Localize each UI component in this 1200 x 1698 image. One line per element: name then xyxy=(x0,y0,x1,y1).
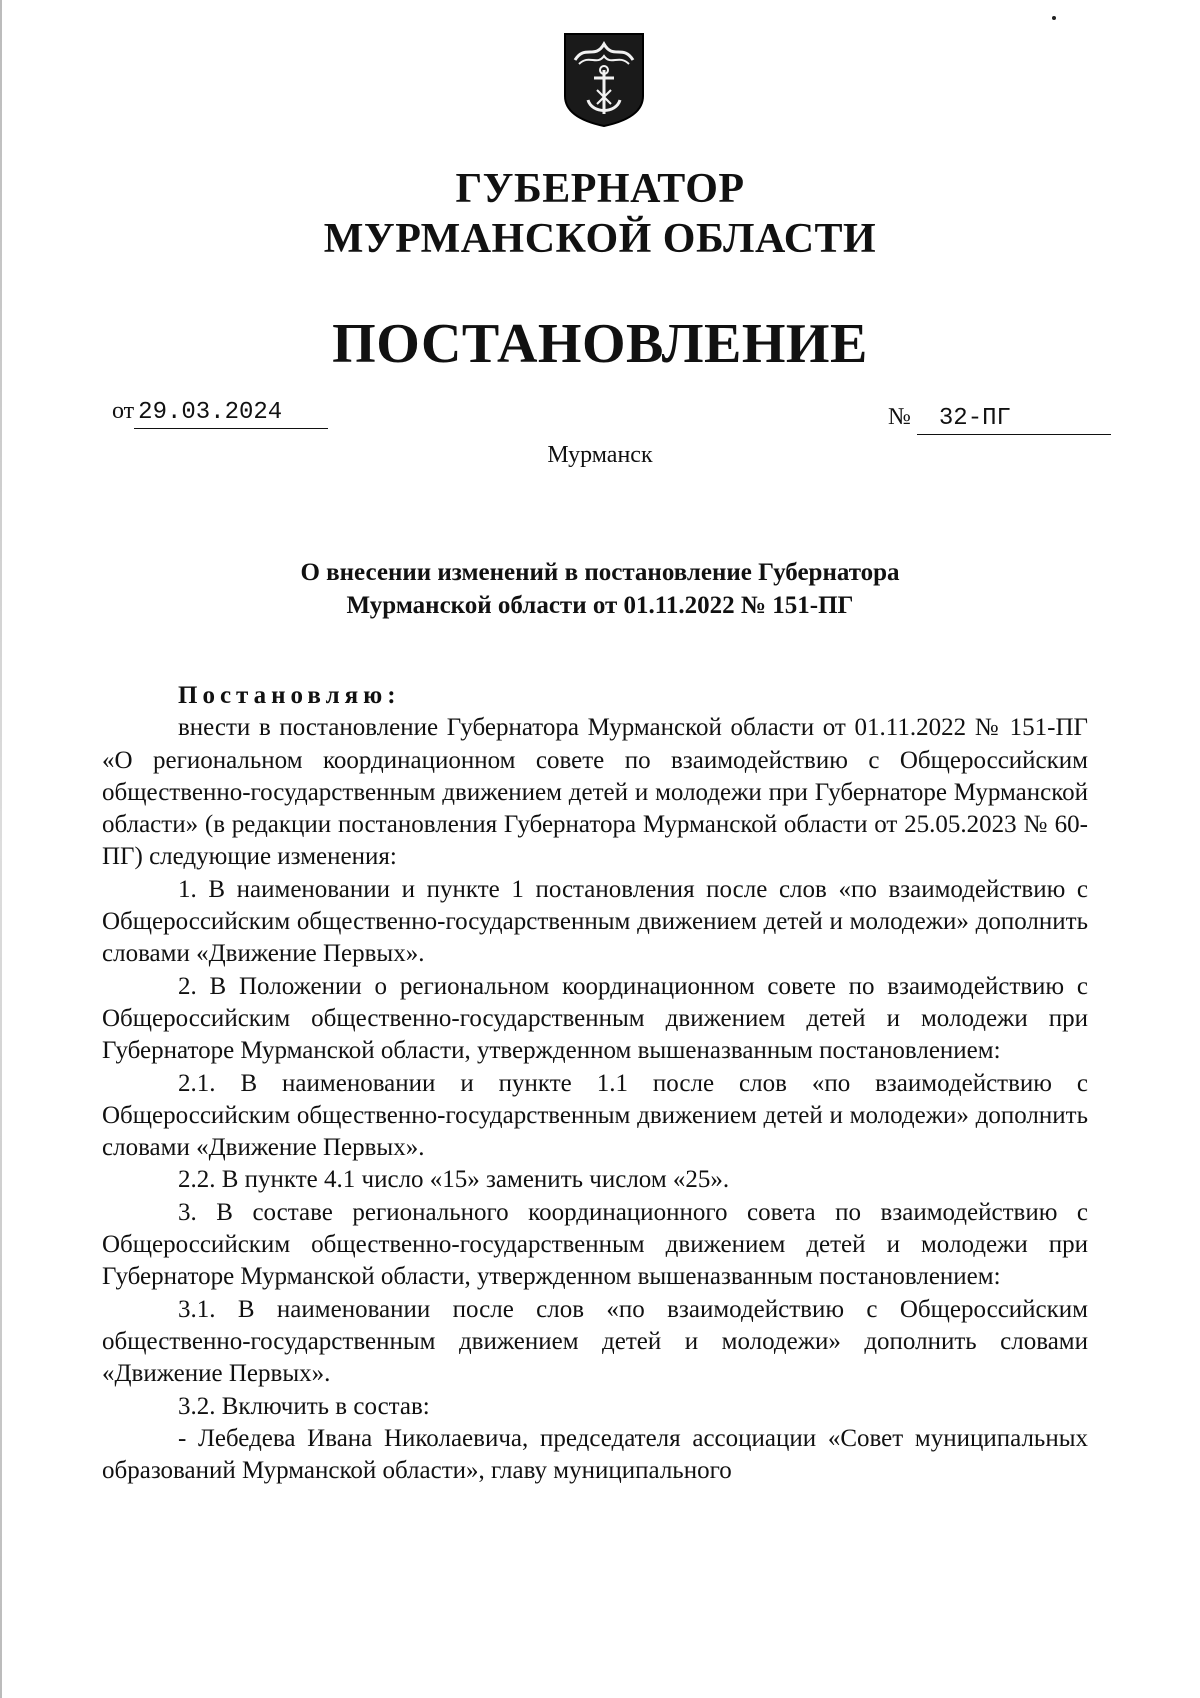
date-prefix: от xyxy=(112,398,135,424)
subject-line-2: Мурманской области от 01.11.2022 № 151-ПГ xyxy=(346,592,854,619)
authority-line-1: ГУБЕРНАТОР xyxy=(455,166,745,212)
document-type-title: ПОСТАНОВЛЕНИЕ xyxy=(332,313,868,375)
decree-date xyxy=(112,398,328,429)
authority-line-2: МУРМАНСКОЙ ОБЛАСТИ xyxy=(323,216,877,262)
murmansk-coat-of-arms-icon xyxy=(561,30,647,128)
body-paragraph: 3.2. Включить в состав: xyxy=(178,1392,430,1420)
authority-title xyxy=(0,164,1200,264)
body-paragraph: 3.1. В наименовании после слов «по взаимодействию с Общероссийским общественно-государственным движением детей и молодежи» дополнить словами «Движение Первых». xyxy=(102,1295,1088,1388)
body-paragraph: 1. В наименовании и пункте 1 постановления после слов «по взаимодействию с Общероссийским общественно-государственным движением детей и молодежи» дополнить словами «Движение Первых». xyxy=(102,875,1088,968)
scan-speck xyxy=(1052,16,1056,20)
subject-line-1: О внесении изменений в постановление Губернатора xyxy=(300,559,900,586)
decree-body xyxy=(102,680,1088,1487)
date-value: 29.03.2024 xyxy=(134,399,328,429)
decree-subject xyxy=(0,556,1200,622)
body-paragraph: 2.1. В наименовании и пункте 1.1 после слов «по взаимодействию с Общероссийским общественно-государственным движением детей и молодежи» дополнить словами «Движение Первых». xyxy=(102,1069,1088,1162)
number-prefix: № xyxy=(888,404,911,430)
decree-number xyxy=(888,404,1111,435)
body-paragraph: - Лебедева Ивана Николаевича, председателя ассоциации «Совет муниципальных образований Мурманской области», главу муниципального xyxy=(102,1424,1088,1485)
body-paragraph: внести в постановление Губернатора Мурманской области от 01.11.2022 № 151-ПГ «О региональном координационном совете по взаимодействию с Общероссийским общественно-государственным движением детей и молодежи при Губернаторе Мурманской области» (в редакции постановления Губернатора Мурманской области от 25.05.2023 № 60-ПГ) следующие изменения: xyxy=(102,714,1088,871)
resolve-heading: Постановляю: xyxy=(178,682,401,709)
body-paragraph: 3. В составе регионального координационного совета по взаимодействию с Общероссийским общественно-государственным движением детей и молодежи при Губернаторе Мурманской области, утвержденном вышеназванным постановлением: xyxy=(102,1198,1088,1291)
city: Мурманск xyxy=(547,442,653,468)
number-value: 32-ПГ xyxy=(917,405,1111,435)
body-paragraph: 2. В Положении о региональном координационном совете по взаимодействию с Общероссийским общественно-государственным движением детей и молодежи при Губернаторе Мурманской области, утвержденном вышеназванным постановлением: xyxy=(102,972,1088,1065)
body-paragraph: 2.2. В пункте 4.1 число «15» заменить числом «25». xyxy=(178,1166,730,1194)
